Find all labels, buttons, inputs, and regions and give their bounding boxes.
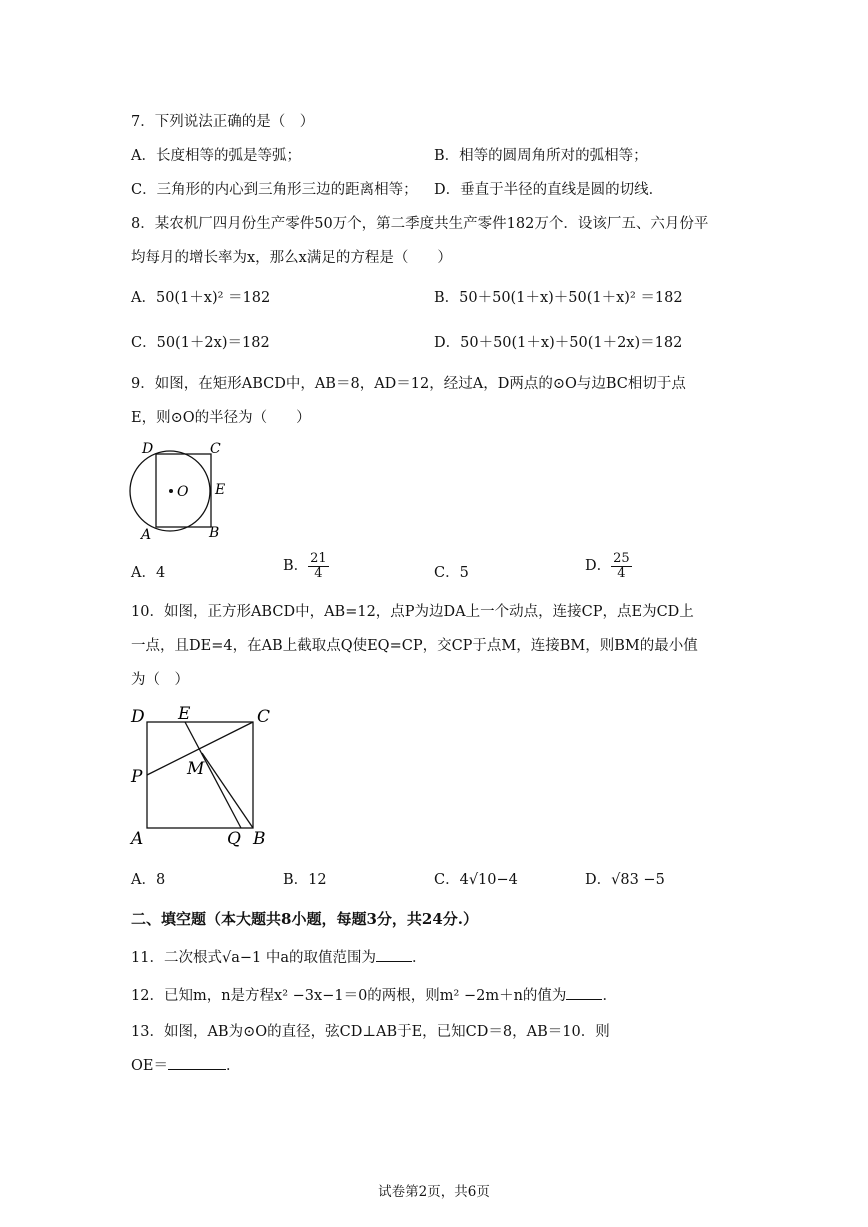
- q10-figure: [125, 700, 285, 855]
- q11-text: 11．二次根式√a−1 中a的取值范围为: [131, 950, 376, 966]
- q10-segment-mb: [202, 753, 253, 828]
- q13-stem-line1: 13．如图，AB为⊙O的直径，弦CD⊥AB于E，已知CD＝8，AB＝10．则: [131, 1024, 610, 1040]
- q10-option-b: B．12: [283, 872, 327, 888]
- q10-label-p: P: [131, 767, 143, 787]
- q9-option-b: [283, 552, 329, 580]
- q7-option-a: A．长度相等的弧是等弧；: [131, 148, 301, 164]
- q13-line2: [131, 1058, 240, 1075]
- page-footer: 试卷第2页，共6页: [378, 1184, 490, 1200]
- section-heading-fill-in: 二、填空题（本大题共8小题，每题3分，共24分.）: [131, 910, 478, 928]
- q9-option-d-denominator: 4: [617, 565, 626, 581]
- q11-line: [131, 950, 426, 967]
- q9-option-b-numerator: 21: [310, 551, 327, 566]
- q9-label-a: A: [141, 527, 152, 543]
- q8-option-a: A．50(1＋x)² ＝182: [131, 290, 271, 306]
- q8-option-d: D．50＋50(1＋x)＋50(1＋2x)＝182: [434, 335, 683, 351]
- q9-option-d: [585, 552, 632, 580]
- q9-option-d-fraction: [611, 552, 632, 580]
- q10-label-q: Q: [227, 829, 241, 849]
- q10-label-m: M: [187, 759, 205, 779]
- q10-option-c: C．4√10−4: [434, 872, 518, 888]
- q9-stem-line1: 9．如图，在矩形ABCD中，AB＝8，AD＝12，经过A，D两点的⊙O与边BC相切于点: [131, 376, 686, 392]
- q9-center-dot: [169, 489, 173, 493]
- q9-label-d: D: [142, 441, 154, 457]
- q10-stem-line2: 一点，且DE=4，在AB上截取点Q使EQ=CP，交CP于点M，连接BM，则BM的最小值: [131, 638, 698, 654]
- q12-line: [131, 988, 617, 1005]
- q10-option-d: D．√83 −5: [585, 872, 665, 888]
- q10-stem-line1: 10．如图，正方形ABCD中，AB=12，点P为边DA上一个动点，连接CP，点E为CD上: [131, 604, 694, 620]
- q9-option-b-denominator: 4: [314, 565, 323, 581]
- q9-label-b: B: [209, 525, 220, 541]
- q9-stem-line2: E，则⊙O的半径为（ ）: [131, 410, 311, 426]
- q10-label-d: D: [131, 707, 145, 727]
- q8-stem-line1: 8．某农机厂四月份生产零件50万个，第二季度共生产零件182万个．设该厂五、六月份平: [131, 216, 709, 232]
- q8-stem-line2: 均每月的增长率为x，那么x满足的方程是（ ）: [131, 250, 452, 266]
- q9-figure: [125, 438, 235, 543]
- q10-label-c: C: [257, 707, 271, 727]
- q10-label-a: A: [131, 829, 144, 849]
- q10-label-b: B: [253, 829, 266, 849]
- q9-option-b-fraction: [308, 552, 329, 580]
- q13-text: OE＝: [131, 1058, 168, 1074]
- q9-option-d-prefix: D．: [585, 558, 612, 575]
- q11-answer-blank[interactable]: [376, 961, 412, 962]
- q10-label-e: E: [178, 704, 191, 724]
- q9-label-c: C: [210, 441, 221, 457]
- q7-option-d: D．垂直于半径的直线是圆的切线．: [434, 182, 664, 198]
- q12-text: 12．已知m，n是方程x² −3x−1＝0的两根，则m² −2m＋n的值为: [131, 988, 567, 1004]
- q10-stem-line3: 为（ ）: [131, 672, 189, 688]
- q13-answer-blank[interactable]: [168, 1069, 226, 1070]
- q8-option-c: C．50(1＋2x)＝182: [131, 335, 270, 351]
- q10-option-a: A．8: [131, 872, 166, 888]
- q9-label-o: O: [177, 484, 189, 500]
- q9-option-b-prefix: B．: [283, 558, 309, 575]
- q9-option-d-numerator: 25: [613, 551, 630, 566]
- q12-end: ．: [602, 988, 617, 1004]
- q7-stem: 7．下列说法正确的是（ ）: [131, 114, 315, 130]
- q11-end: ．: [411, 950, 427, 966]
- q12-answer-blank[interactable]: [566, 999, 602, 1000]
- q7-option-b: B．相等的圆周角所对的弧相等；: [434, 148, 648, 164]
- q7-option-c: C．三角形的内心到三角形三边的距离相等；: [131, 182, 418, 198]
- q8-option-b: B．50＋50(1＋x)＋50(1＋x)² ＝182: [434, 290, 683, 306]
- q9-option-c: C．5: [434, 565, 469, 581]
- q9-option-a: A．4: [131, 565, 166, 581]
- q9-label-e: E: [215, 482, 226, 498]
- q13-end: ．: [225, 1058, 241, 1074]
